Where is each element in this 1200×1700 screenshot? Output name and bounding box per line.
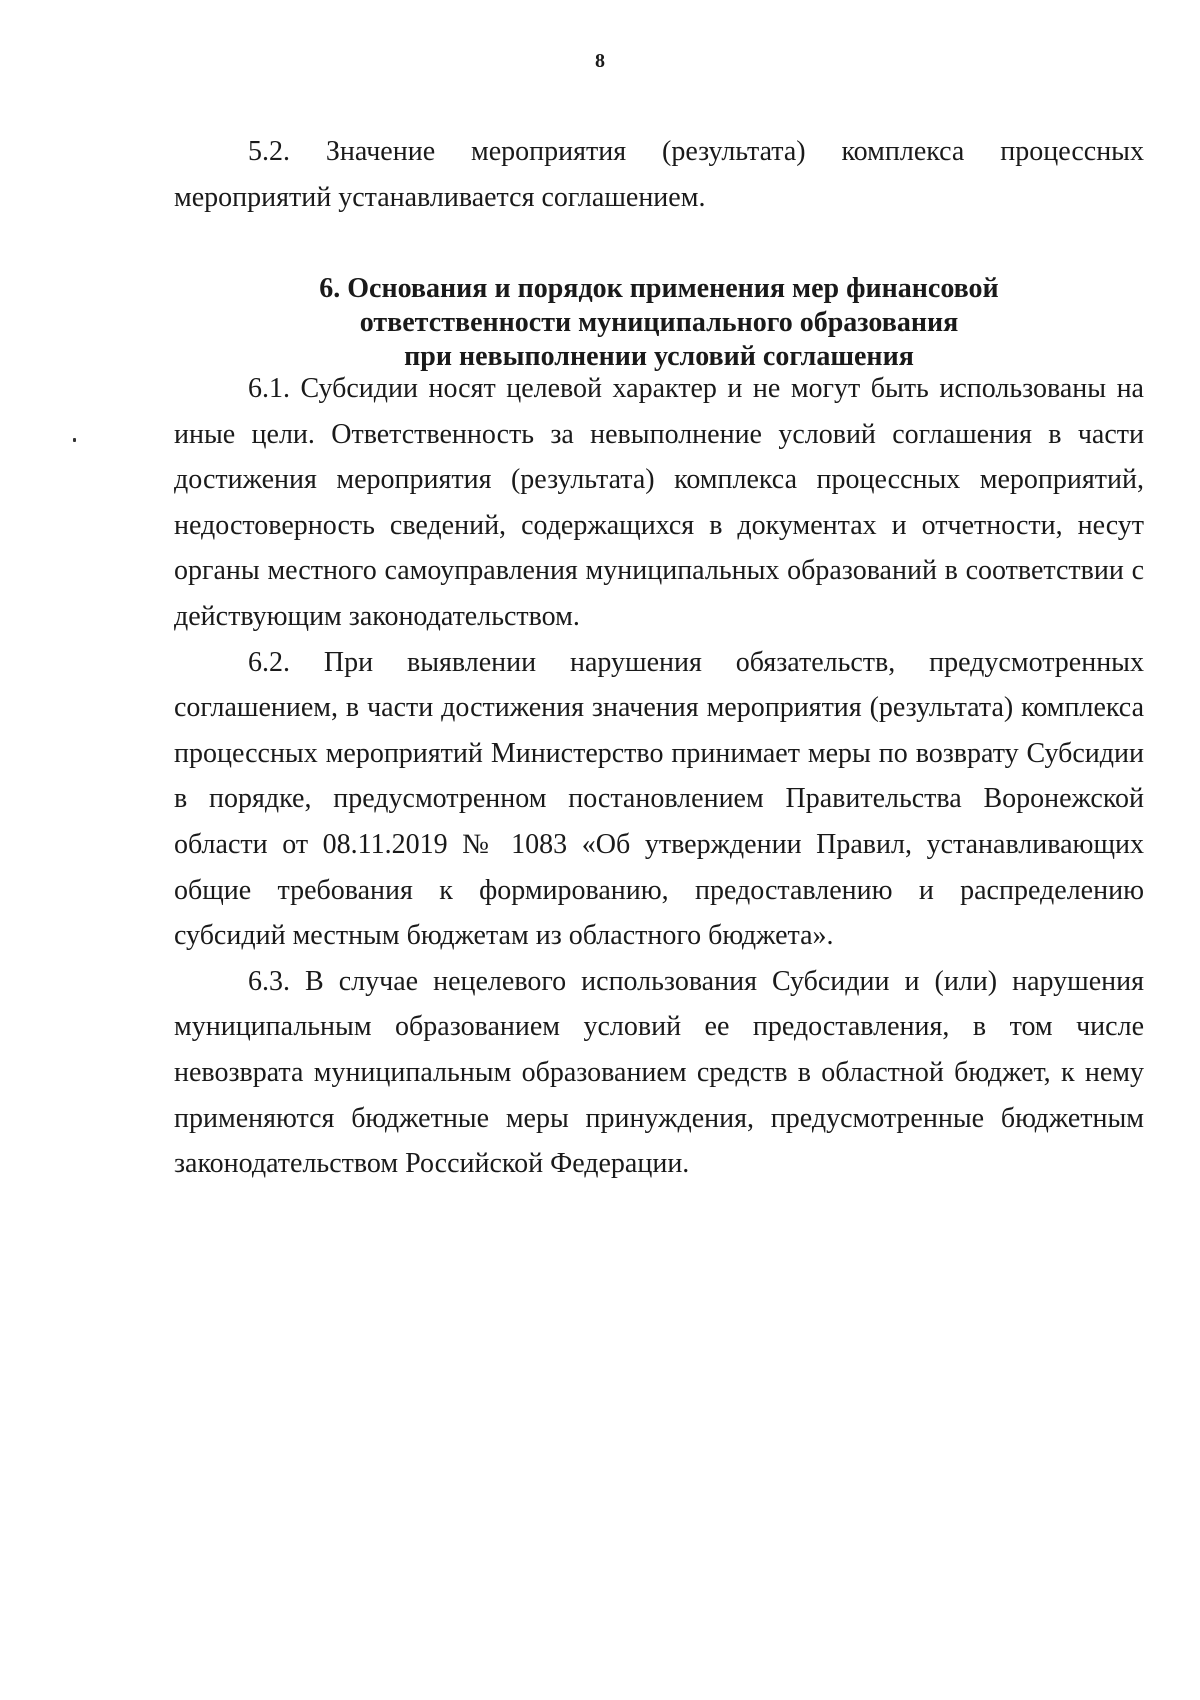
- section-6-body: [174, 366, 1144, 1187]
- section-6-heading: [174, 272, 1144, 374]
- paragraph-5-2: 5.2. Значение мероприятия (результата) комплекса процессных мероприятий устанавливается соглашением.: [174, 136, 1144, 213]
- page-number: 8: [595, 50, 605, 72]
- paragraph-6-1: 6.1. Субсидии носят целевой характер и не могут быть использованы на иные цели. Ответственность за невыполнение условий соглашения в части достижения мероприятия (результата) комплекса процессных мероприятий, недостоверность сведений, содержащихся в документах и отчетности, несут органы местного самоуправления муниципальных образований в соответствии с действующим законодательством.: [174, 373, 1144, 632]
- paragraph-6-3: 6.3. В случае нецелевого использования Субсидии и (или) нарушения муниципальным образованием условий ее предоставления, в том числе невозврата муниципальным образованием средств в областной бюджет, к нему применяются бюджетные меры принуждения, предусмотренные бюджетным законодательством Российской Федерации.: [174, 965, 1144, 1180]
- section-6-heading-line-3: при невыполнении условий соглашения: [404, 341, 914, 372]
- scan-artifact-dot: [73, 438, 76, 442]
- section-6-heading-line-2: ответственности муниципального образования: [359, 307, 959, 338]
- section-6-heading-line-1: 6. Основания и порядок применения мер финансовой: [319, 273, 999, 304]
- paragraph-5-2-block: [174, 129, 1144, 220]
- paragraph-6-2: 6.2. При выявлении нарушения обязательств, предусмотренных соглашением, в части достижения значения мероприятия (результата) комплекса процессных мероприятий Министерство принимает меры по возврату Субсидии в порядке, предусмотренном постановлением Правительства Воронежской области от 08.11.2019 № 1083 «Об утверждении Правил, устанавливающих общие требования к формированию, предоставлению и распределению субсидий местным бюджетам из областного бюджета».: [174, 646, 1144, 952]
